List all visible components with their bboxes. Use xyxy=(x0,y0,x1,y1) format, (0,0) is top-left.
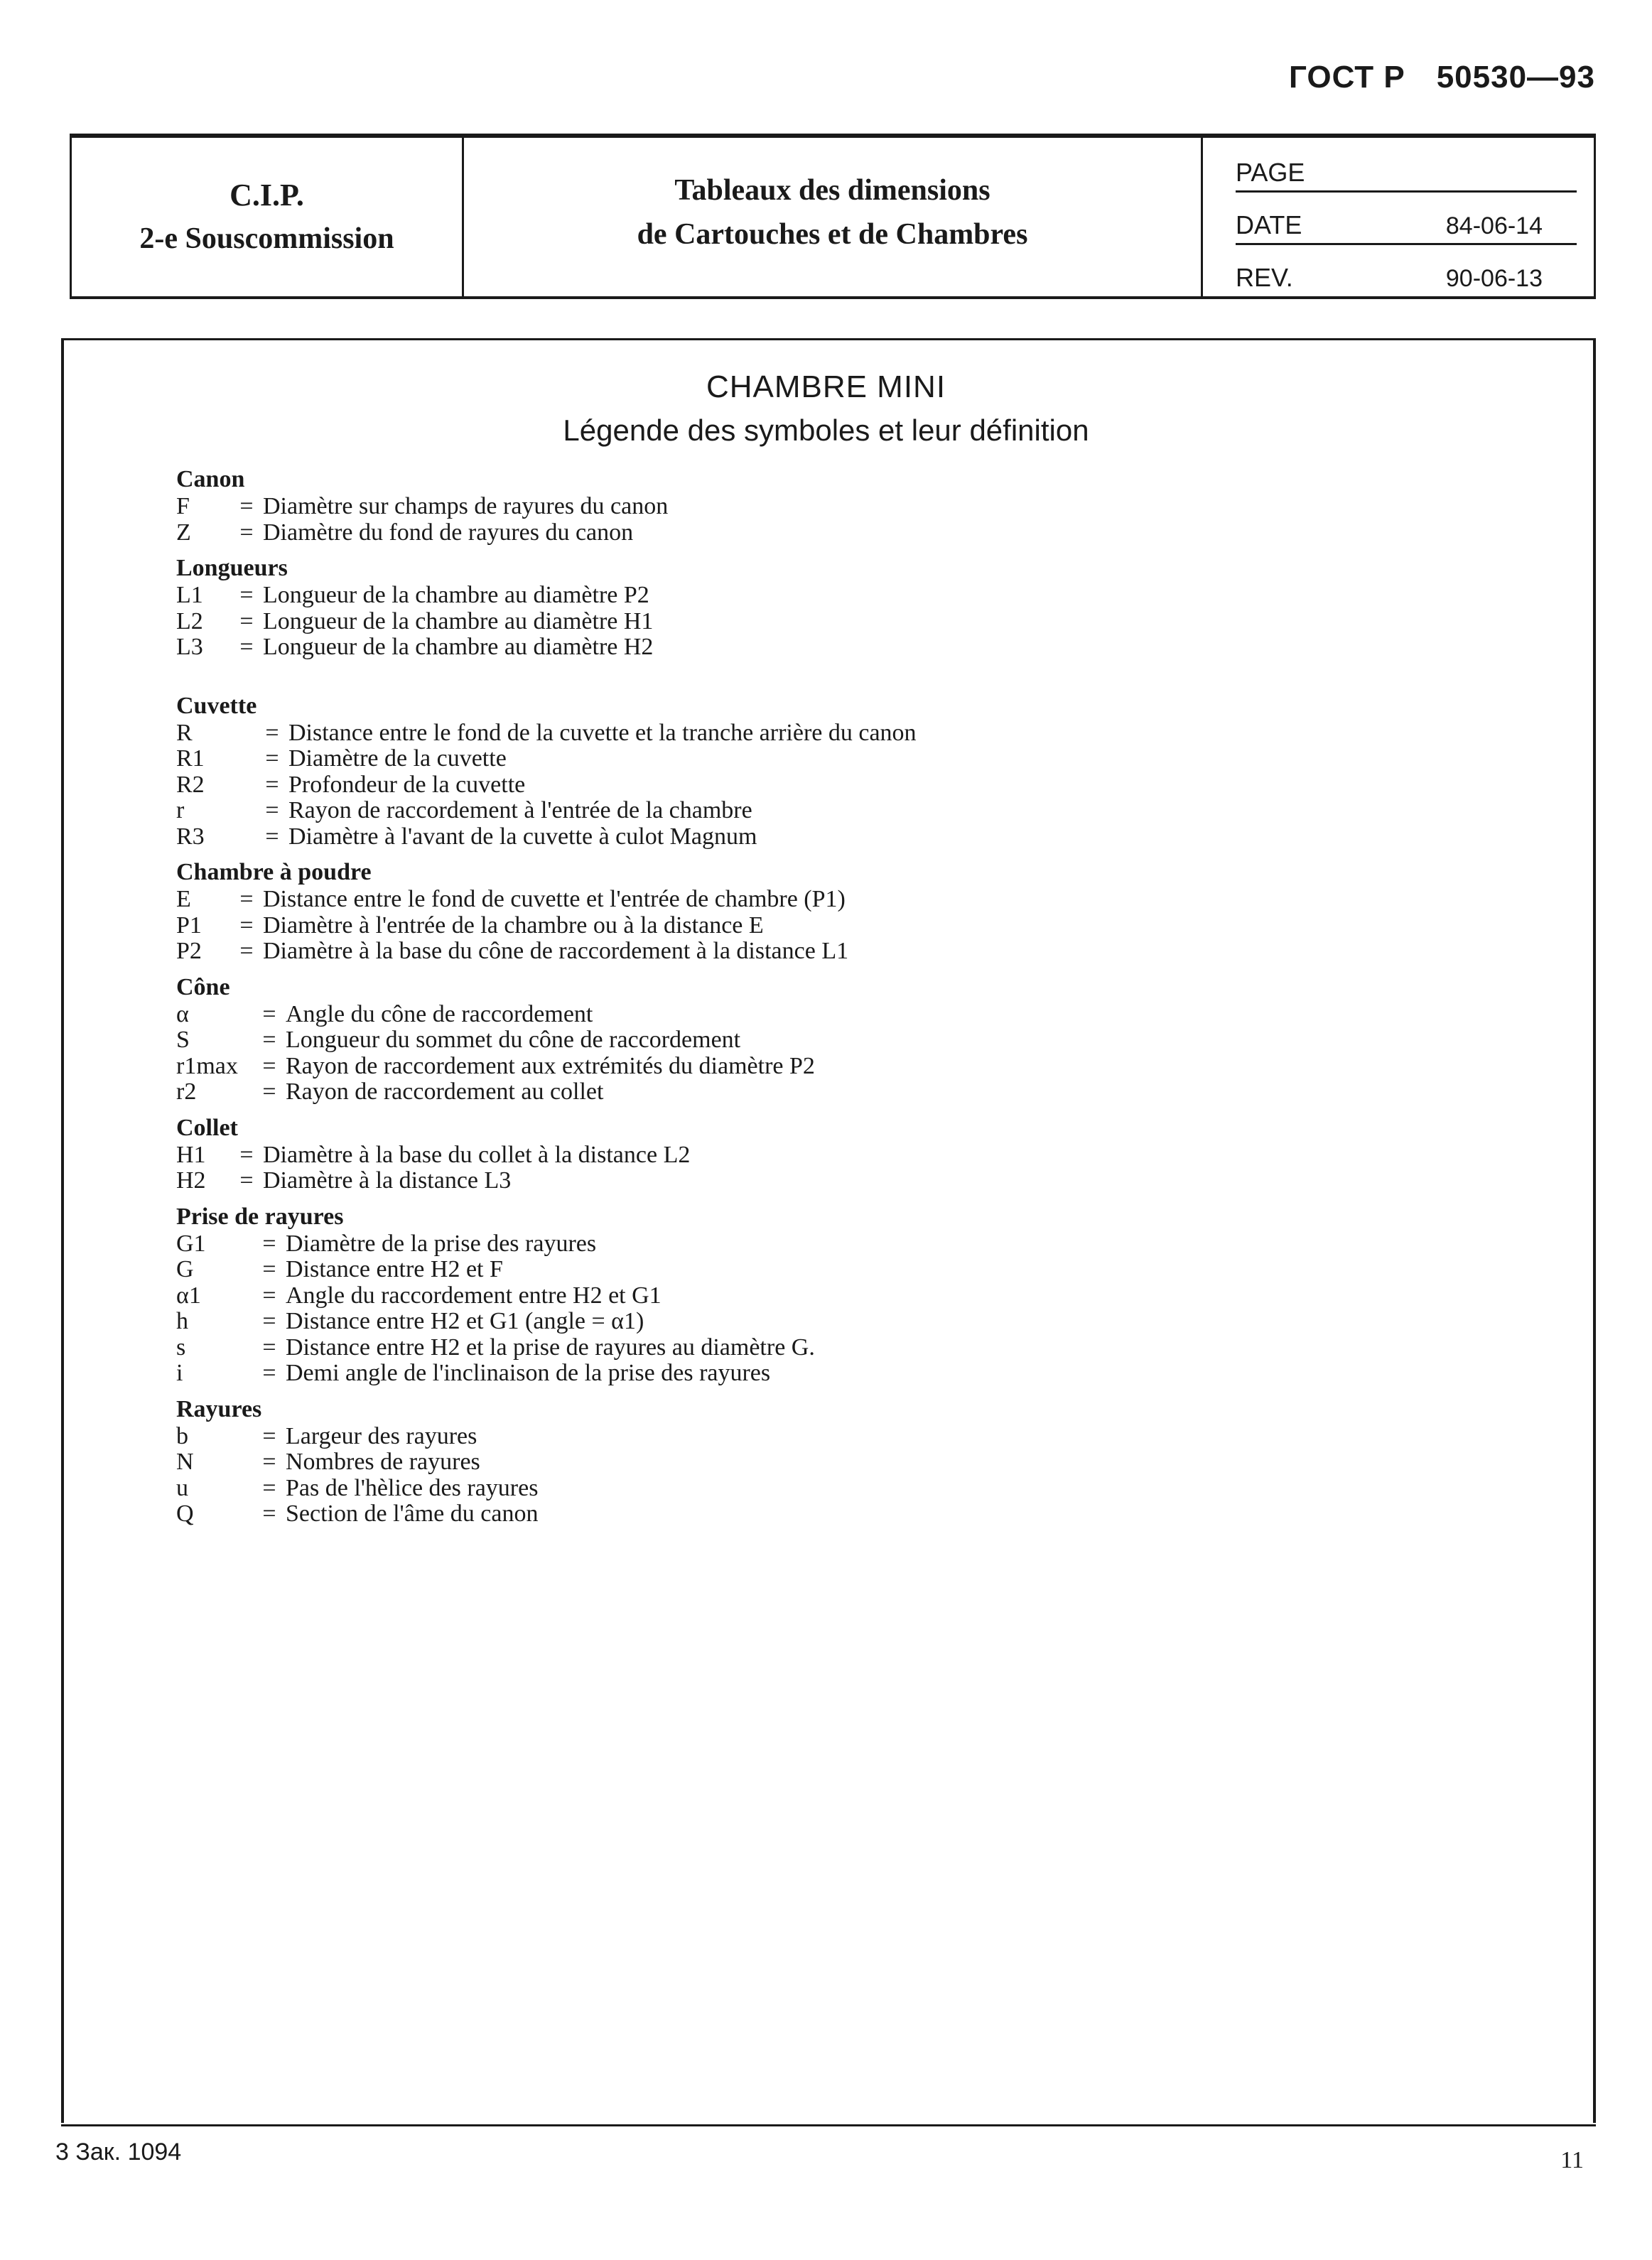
legend-row xyxy=(176,609,1455,635)
header-title-cell xyxy=(464,138,1203,296)
equals-sign: = xyxy=(262,1052,276,1079)
legend-row xyxy=(176,1449,1455,1476)
definition: Demi angle de l'inclinaison de la prise des rayures xyxy=(286,1360,771,1386)
legend-section xyxy=(176,858,1455,965)
equals-sign: = xyxy=(265,797,279,823)
meta-row-page xyxy=(1236,138,1577,193)
header-meta-cell xyxy=(1203,138,1594,296)
equals-sign: = xyxy=(262,1256,276,1282)
meta-label: DATE xyxy=(1236,210,1302,239)
meta-label: PAGE xyxy=(1236,158,1305,187)
equals-sign: = xyxy=(262,1474,276,1501)
equals-sign: = xyxy=(262,1449,276,1475)
section-heading: Longueurs xyxy=(176,555,288,581)
symbol: r1max xyxy=(176,1052,238,1079)
legend-row xyxy=(176,1335,1455,1361)
gost-prefix: ГОСТ Р xyxy=(1288,60,1405,94)
legend-row xyxy=(176,1309,1455,1335)
header-title-line1: Tableaux des dimensions xyxy=(674,174,990,207)
section-heading: Collet xyxy=(176,1114,238,1141)
legend-row xyxy=(176,1283,1455,1309)
legend-section xyxy=(176,1395,1455,1528)
symbol: r xyxy=(176,797,185,823)
legend-row xyxy=(176,1257,1455,1283)
equals-sign: = xyxy=(239,607,254,634)
definition: Section de l'âme du canon xyxy=(286,1501,539,1527)
equals-sign: = xyxy=(239,634,254,660)
symbol: N xyxy=(176,1449,194,1475)
definition: Diamètre à l'avant de la cuvette à culot Magnum xyxy=(288,823,757,850)
header-title-line2: de Cartouches et de Chambres xyxy=(637,218,1028,251)
meta-label: REV. xyxy=(1236,263,1293,292)
legend-row xyxy=(176,520,1455,546)
equals-sign: = xyxy=(239,582,254,608)
definition: Diamètre à la distance L3 xyxy=(263,1167,512,1194)
legend-row xyxy=(176,1002,1455,1028)
symbol: R1 xyxy=(176,745,205,772)
equals-sign: = xyxy=(265,745,279,772)
equals-sign: = xyxy=(262,1501,276,1527)
section-heading: Prise de rayures xyxy=(176,1203,344,1230)
symbol: L2 xyxy=(176,607,203,634)
symbol: H2 xyxy=(176,1167,206,1194)
equals-sign: = xyxy=(262,1027,276,1053)
equals-sign: = xyxy=(239,493,254,519)
legend-section xyxy=(176,554,1455,661)
footer-order-number: 3 Зак. 1094 xyxy=(55,2139,182,2166)
definition: Distance entre le fond de cuvette et l'entrée de chambre (P1) xyxy=(263,886,846,912)
symbol: E xyxy=(176,886,191,912)
definition: Diamètre à la base du collet à la distance L2 xyxy=(263,1141,691,1168)
header-org-cell xyxy=(72,138,464,296)
footer-page-number: 11 xyxy=(1560,2147,1584,2173)
equals-sign: = xyxy=(262,1334,276,1361)
equals-sign: = xyxy=(239,1141,254,1168)
definition: Distance entre H2 et G1 (angle = α1) xyxy=(286,1308,644,1334)
definition: Distance entre H2 et la prise de rayures au diamètre G. xyxy=(286,1334,815,1361)
definition: Diamètre sur champs de rayures du canon xyxy=(263,493,669,519)
symbol: b xyxy=(176,1422,188,1449)
definition: Diamètre à la base du cône de raccordement à la distance L1 xyxy=(263,938,849,964)
equals-sign: = xyxy=(239,519,254,546)
equals-sign: = xyxy=(262,1360,276,1386)
symbol: α xyxy=(176,1000,189,1027)
equals-sign: = xyxy=(239,938,254,964)
symbol: i xyxy=(176,1360,183,1386)
equals-sign: = xyxy=(239,886,254,912)
equals-sign: = xyxy=(262,1282,276,1309)
definition: Distance entre H2 et F xyxy=(286,1256,503,1282)
legend-row xyxy=(176,1054,1455,1080)
org-subcommission: 2-e Souscommission xyxy=(139,222,394,255)
equals-sign: = xyxy=(262,1308,276,1334)
symbol: Q xyxy=(176,1501,194,1527)
legend-row xyxy=(176,887,1455,913)
legend-section xyxy=(176,973,1455,1105)
definition: Nombres de rayures xyxy=(286,1449,480,1475)
definition: Diamètre du fond de rayures du canon xyxy=(263,519,634,546)
legend-row xyxy=(176,798,1455,824)
definition: Angle du cône de raccordement xyxy=(286,1000,593,1027)
definition: Pas de l'hèlice des rayures xyxy=(286,1474,539,1501)
meta-value: 90-06-13 xyxy=(1445,265,1543,292)
equals-sign: = xyxy=(239,912,254,939)
symbol: L1 xyxy=(176,582,203,608)
symbol: S xyxy=(176,1027,190,1053)
org-name: C.I.P. xyxy=(230,178,304,212)
section-heading: Rayures xyxy=(176,1395,262,1422)
definition: Rayon de raccordement aux extrémités du diamètre P2 xyxy=(286,1052,815,1079)
definition: Angle du raccordement entre H2 et G1 xyxy=(286,1282,662,1309)
section-heading: Canon xyxy=(176,466,245,492)
symbol: Z xyxy=(176,519,191,546)
meta-row-date xyxy=(1236,190,1577,245)
definition: Longueur de la chambre au diamètre H1 xyxy=(263,607,654,634)
legend-row xyxy=(176,720,1455,747)
definition: Longueur de la chambre au diamètre H2 xyxy=(263,634,654,660)
symbol: s xyxy=(176,1334,186,1361)
symbol: u xyxy=(176,1474,188,1501)
legend-row xyxy=(176,824,1455,850)
definition: Largeur des rayures xyxy=(286,1422,477,1449)
legend-row xyxy=(176,583,1455,609)
equals-sign: = xyxy=(265,719,279,746)
meta-value: 84-06-14 xyxy=(1445,212,1543,239)
equals-sign: = xyxy=(265,771,279,798)
equals-sign: = xyxy=(239,1167,254,1194)
legend-section xyxy=(176,465,1455,546)
legend-row xyxy=(176,1079,1455,1105)
legend-row xyxy=(176,772,1455,799)
symbol: h xyxy=(176,1308,188,1334)
definition: Rayon de raccordement au collet xyxy=(286,1078,604,1105)
equals-sign: = xyxy=(262,1000,276,1027)
definition: Longueur du sommet du cône de raccordement xyxy=(286,1027,741,1053)
symbol-legend xyxy=(176,465,1455,1536)
symbol: R xyxy=(176,719,193,746)
legend-row xyxy=(176,746,1455,772)
section-heading: Cuvette xyxy=(176,692,257,719)
definition: Longueur de la chambre au diamètre P2 xyxy=(263,582,649,608)
legend-section xyxy=(176,692,1455,850)
definition: Distance entre le fond de la cuvette et la tranche arrière du canon xyxy=(288,719,917,746)
legend-row xyxy=(176,1424,1455,1450)
legend-row xyxy=(176,1476,1455,1502)
meta-row-rev xyxy=(1236,243,1577,296)
symbol: F xyxy=(176,493,190,519)
legend-row xyxy=(176,1168,1455,1194)
equals-sign: = xyxy=(262,1422,276,1449)
bottom-rule xyxy=(61,2124,1596,2126)
symbol: P1 xyxy=(176,912,202,939)
legend-row xyxy=(176,1231,1455,1258)
symbol: G1 xyxy=(176,1230,206,1257)
symbol: H1 xyxy=(176,1141,206,1168)
header-box xyxy=(70,134,1596,299)
legend-row xyxy=(176,1142,1455,1169)
definition: Rayon de raccordement à l'entrée de la chambre xyxy=(288,797,752,823)
symbol: r2 xyxy=(176,1078,197,1105)
legend-row xyxy=(176,494,1455,520)
section-heading: Chambre à poudre xyxy=(176,859,372,885)
symbol: R2 xyxy=(176,771,205,798)
legend-row xyxy=(176,634,1455,661)
equals-sign: = xyxy=(262,1078,276,1105)
legend-row xyxy=(176,1027,1455,1054)
legend-row xyxy=(176,1501,1455,1528)
definition: Diamètre de la prise des rayures xyxy=(286,1230,597,1257)
page-title: CHAMBRE MINI xyxy=(706,369,946,404)
symbol: L3 xyxy=(176,634,203,660)
definition: Profondeur de la cuvette xyxy=(288,771,526,798)
document-code xyxy=(1289,60,1595,95)
section-heading: Cône xyxy=(176,973,230,1000)
legend-row xyxy=(176,939,1455,965)
definition: Diamètre de la cuvette xyxy=(288,745,507,772)
gost-number: 50530—93 xyxy=(1436,60,1595,94)
legend-row xyxy=(176,1361,1455,1387)
definition: Diamètre à l'entrée de la chambre ou à la distance E xyxy=(263,912,764,939)
equals-sign: = xyxy=(262,1230,276,1257)
symbol: G xyxy=(176,1256,194,1282)
page-subtitle: Légende des symboles et leur définition xyxy=(563,413,1089,447)
symbol: R3 xyxy=(176,823,205,850)
legend-row xyxy=(176,913,1455,939)
equals-sign: = xyxy=(265,823,279,850)
legend-section xyxy=(176,1114,1455,1194)
symbol: P2 xyxy=(176,938,202,964)
legend-section xyxy=(176,1203,1455,1387)
symbol: α1 xyxy=(176,1282,201,1309)
